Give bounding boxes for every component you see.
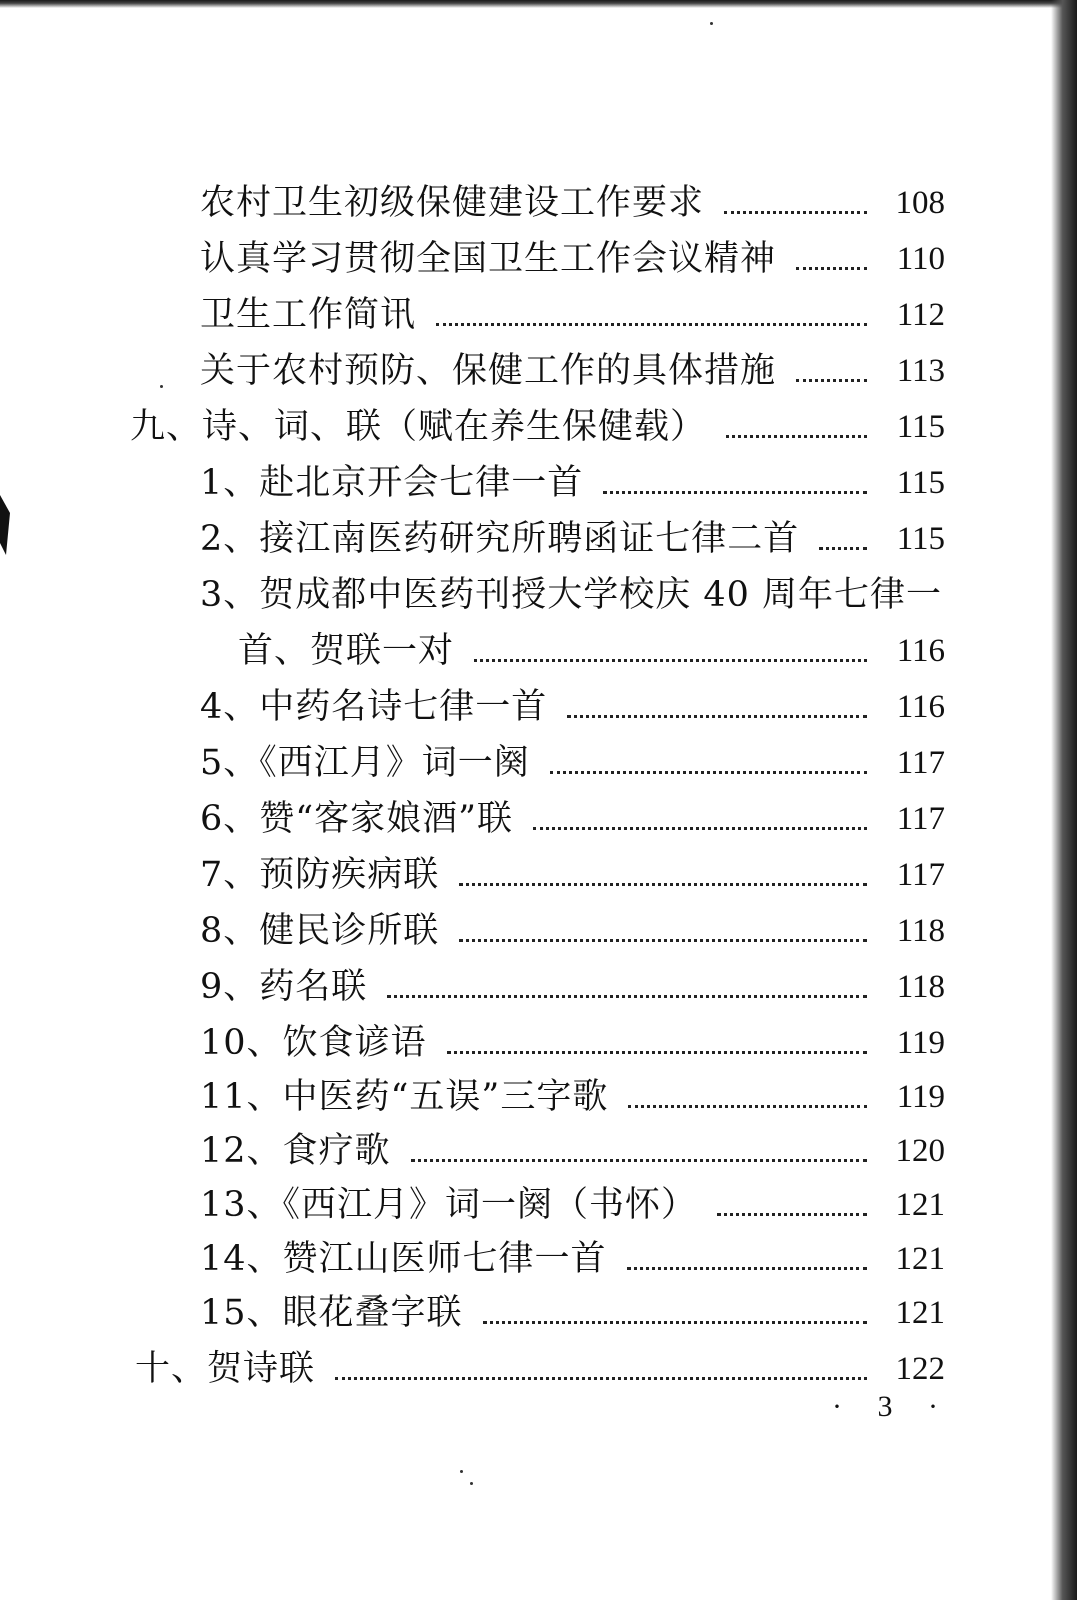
toc-entry-title: 农村卫生初级保健建设工作要求 [200, 183, 705, 223]
toc-entry-title: 4、中药名诗七律一首 [200, 687, 548, 727]
toc-entry-title: 13、《西江月》词一阕（书怀） [200, 1185, 698, 1225]
dot-leader [603, 491, 867, 494]
toc-entry-title: 认真学习贯彻全国卫生工作会议精神 [200, 239, 777, 279]
dot-leader [567, 715, 867, 718]
toc-section-title: 十、贺诗联 [135, 1349, 316, 1389]
dot-leader [726, 435, 867, 438]
toc-entry [200, 1074, 945, 1120]
toc-entry-title: 15、眼花叠字联 [200, 1293, 463, 1333]
toc-entry-title: 1、赴北京开会七律一首 [200, 463, 584, 503]
dot-leader [627, 1267, 867, 1270]
dot-leader [628, 1105, 867, 1108]
toc-entry [200, 740, 945, 786]
dot-leader [717, 1213, 867, 1216]
toc-entry [200, 1020, 945, 1066]
toc-entry-page: 118 [896, 913, 945, 949]
dot-leader [387, 995, 867, 998]
toc-section-title: 九、诗、词、联（赋在养生保健载） [130, 407, 707, 447]
toc-entry [200, 1182, 945, 1228]
toc-entry-page: 113 [896, 353, 945, 389]
scan-speck [710, 22, 713, 25]
dot-leader [474, 659, 867, 662]
toc-entry [200, 852, 945, 898]
scan-speck [470, 1482, 473, 1485]
toc-entry-page: 120 [895, 1133, 945, 1169]
toc-entry-title: 5、《西江月》词一阕 [200, 743, 530, 783]
toc-entry [200, 516, 945, 562]
toc-entry [200, 1290, 945, 1336]
toc-entry-title: 14、赞江山医师七律一首 [200, 1239, 607, 1279]
dot-leader [459, 883, 867, 886]
toc-entry-page: 108 [895, 185, 945, 221]
toc-entry [200, 180, 945, 226]
toc-entry-page: 121 [895, 1241, 945, 1277]
toc-entry-page: 115 [896, 521, 945, 557]
toc-entry [200, 1128, 945, 1174]
dot-leader [335, 1377, 867, 1380]
toc-entry-title: 6、赞“客家娘酒”联 [200, 799, 514, 839]
toc-entry-title: 7、预防疾病联 [200, 855, 440, 895]
toc-entry-title: 9、药名联 [200, 967, 368, 1007]
dot-leader [483, 1321, 867, 1324]
dot-leader [436, 323, 867, 326]
toc-section-page: 122 [895, 1351, 945, 1387]
toc-entry-title: 11、中医药“五误”三字歌 [200, 1077, 609, 1117]
dot-leader [550, 771, 867, 774]
toc-entry-title: 2、接江南医药研究所聘函证七律二首 [200, 519, 800, 559]
toc-entry-page: 117 [896, 801, 945, 837]
toc-entry [200, 684, 945, 730]
toc-entry-title: 8、健民诊所联 [200, 911, 440, 951]
toc-entry-title: 关于农村预防、保健工作的具体措施 [200, 351, 777, 391]
toc-entry [200, 236, 945, 282]
scan-edge-top [0, 0, 1077, 8]
dot-leader [724, 211, 867, 214]
toc-entry-title: 卫生工作简讯 [200, 295, 417, 335]
toc-section [135, 1346, 945, 1392]
toc-entry [200, 348, 945, 394]
toc-entry [200, 1236, 945, 1282]
scan-speck [460, 1470, 463, 1473]
toc-entry-page: 121 [895, 1187, 945, 1223]
toc-entry [200, 292, 945, 338]
toc-entry-page: 121 [895, 1295, 945, 1331]
toc-entry-page: 118 [896, 969, 945, 1005]
dot-leader [796, 379, 867, 382]
toc-entry [200, 964, 945, 1010]
scan-mark-left [0, 495, 10, 555]
dot-leader [796, 267, 867, 270]
toc-entry [200, 460, 945, 506]
page-number: · 3 · [832, 1390, 952, 1423]
toc-entry-title: 3、贺成都中医药刊授大学校庆 40 周年七律一 [200, 575, 943, 615]
toc-entry-title: 首、贺联一对 [238, 631, 455, 671]
toc-entry [200, 908, 945, 954]
toc-entry-title: 10、饮食谚语 [200, 1023, 427, 1063]
toc-entry-page: 116 [896, 689, 945, 725]
toc-entry-page: 112 [896, 297, 945, 333]
toc-entry [200, 796, 945, 842]
dot-leader [459, 939, 867, 942]
toc-section [130, 404, 945, 450]
toc-entry-page: 117 [896, 857, 945, 893]
toc-entry-continuation [238, 628, 945, 674]
toc-entry-page: 119 [896, 1079, 945, 1115]
dot-leader [533, 827, 867, 830]
toc-entry-page: 119 [896, 1025, 945, 1061]
toc-entry-page: 116 [896, 633, 945, 669]
dot-leader [447, 1051, 867, 1054]
toc-section-page: 115 [896, 409, 945, 445]
toc-entry-page: 117 [896, 745, 945, 781]
scan-speck [160, 385, 163, 388]
toc-entry [200, 572, 960, 618]
toc-entry-page: 115 [896, 465, 945, 501]
scan-edge-right [1051, 0, 1077, 1600]
toc-entry-title: 12、食疗歌 [200, 1131, 391, 1171]
dot-leader [411, 1159, 867, 1162]
toc-entry-page: 110 [896, 241, 945, 277]
dot-leader [819, 547, 867, 550]
